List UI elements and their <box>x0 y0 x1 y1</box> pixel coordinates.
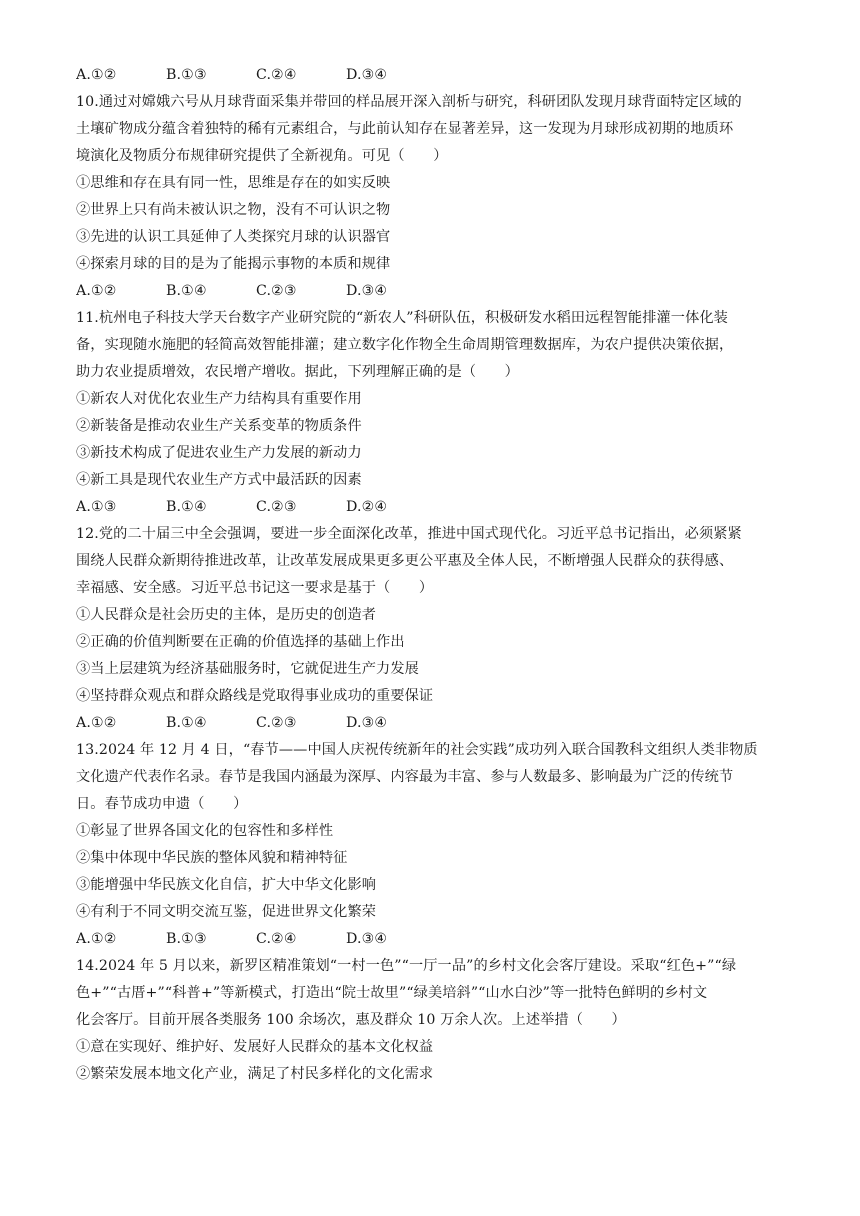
option-b: B.①③ <box>166 931 207 947</box>
statement-item: ②新装备是推动农业生产关系变革的物质条件 <box>76 418 362 434</box>
option-a: A.①② <box>76 931 117 947</box>
option-a: A.①③ <box>76 499 117 515</box>
option-c: C.②③ <box>256 499 297 515</box>
question-10 <box>76 89 796 305</box>
statement-item: ③能增强中华民族文化自信，扩大中华文化影响 <box>76 877 377 893</box>
question-stem: 10.通过对嫦娥六号从月球背面采集并带回的样品展开深入剖析与研究，科研团队发现月球背面特定区域的 <box>76 94 742 110</box>
option-b: B.①④ <box>166 499 207 515</box>
statement-item: ②繁荣发展本地文化产业，满足了村民多样化的文化需求 <box>76 1066 434 1082</box>
statement-item: ①新农人对优化农业生产力结构具有重要作用 <box>76 391 362 407</box>
option-b: B.①④ <box>166 283 207 299</box>
statement-item: ④有利于不同文明交流互鉴，促进世界文化繁荣 <box>76 904 377 920</box>
question-stem: 12.党的二十届三中全会强调，要进一步全面深化改革，推进中国式现代化。习近平总书记指出，必须紧紧 <box>76 526 742 542</box>
statement-item: ②正确的价值判断要在正确的价值选择的基础上作出 <box>76 634 405 650</box>
question-stem: 围绕人民群众新期待推进改革，让改革发展成果更多更公平惠及全体人民，不断增强人民群众的获得感、 <box>76 553 734 569</box>
options-row <box>76 278 796 305</box>
statement-item: ①人民群众是社会历史的主体，是历史的创造者 <box>76 607 377 623</box>
options-row <box>76 710 796 737</box>
question-stem: 境演化及物质分布规律研究提供了全新视角。可见（ ） <box>76 148 448 164</box>
options-row <box>76 62 796 89</box>
option-b: B.①③ <box>166 67 207 83</box>
option-c: C.②④ <box>256 931 297 947</box>
options-row <box>76 926 796 953</box>
question-14 <box>76 953 796 1088</box>
statement-item: ③新技术构成了促进农业生产力发展的新动力 <box>76 445 362 461</box>
statement-item: ④坚持群众观点和群众路线是党取得事业成功的重要保证 <box>76 688 434 704</box>
question-stem: 13.2024 年 12 月 4 日，“春节——中国人庆祝传统新年的社会实践”成功列入联合国教科文组织人类非物质 <box>76 742 758 758</box>
statement-item: ①思维和存在具有同一性，思维是存在的如实反映 <box>76 175 391 191</box>
option-c: C.②③ <box>256 715 297 731</box>
option-a: A.①② <box>76 283 117 299</box>
question-stem: 助力农业提质增效，农民增产增收。据此，下列理解正确的是（ ） <box>76 364 519 380</box>
question-stem: 备，实现随水施肥的轻简高效智能排灌；建立数字化作物全生命周期管理数据库，为农户提供决策依据， <box>76 337 734 353</box>
statement-item: ④探索月球的目的是为了能揭示事物的本质和规律 <box>76 256 391 272</box>
option-b: B.①④ <box>166 715 207 731</box>
question-12 <box>76 521 796 737</box>
statement-item: ①彰显了世界各国文化的包容性和多样性 <box>76 823 334 839</box>
exam-page <box>76 62 796 1088</box>
option-a: A.①② <box>76 67 117 83</box>
option-d: D.③④ <box>346 283 388 299</box>
question-stem: 色+”“古厝+”“科普+”等新模式，打造出“院士故里”“绿美培斜”“山水白沙”等一批特色鲜明的乡村文 <box>76 985 708 1001</box>
statement-item: ②世界上只有尚未被认识之物，没有不可认识之物 <box>76 202 391 218</box>
option-d: D.③④ <box>346 67 388 83</box>
statement-item: ③先进的认识工具延伸了人类探究月球的认识器官 <box>76 229 391 245</box>
question-stem: 化会客厅。目前开展各类服务 100 余场次，惠及群众 10 万余人次。上述举措（ ） <box>76 1012 626 1028</box>
option-a: A.①② <box>76 715 117 731</box>
option-d: D.③④ <box>346 715 388 731</box>
question-stem: 14.2024 年 5 月以来，新罗区精准策划“一村一色”“一厅一品”的乡村文化会客厅建设。采取“红色+”“绿 <box>76 958 737 974</box>
statement-item: ①意在实现好、维护好、发展好人民群众的基本文化权益 <box>76 1039 434 1055</box>
option-c: C.②③ <box>256 283 297 299</box>
question-stem: 文化遗产代表作名录。春节是我国内涵最为深厚、内容最为丰富、参与人数最多、影响最为广泛的传统节 <box>76 769 734 785</box>
question-stem: 11.杭州电子科技大学天台数字产业研究院的“新农人”科研队伍，积极研发水稻田远程智能排灌一体化装 <box>76 310 728 326</box>
option-d: D.②④ <box>346 499 388 515</box>
question-11 <box>76 305 796 521</box>
options-row <box>76 494 796 521</box>
option-d: D.③④ <box>346 931 388 947</box>
question-13 <box>76 737 796 953</box>
statement-item: ②集中体现中华民族的整体风貌和精神特征 <box>76 850 348 866</box>
statement-item: ③当上层建筑为经济基础服务时，它就促进生产力发展 <box>76 661 419 677</box>
statement-item: ④新工具是现代农业生产方式中最活跃的因素 <box>76 472 362 488</box>
option-c: C.②④ <box>256 67 297 83</box>
question-stem: 日。春节成功申遗（ ） <box>76 796 248 812</box>
question-stem: 土壤矿物成分蕴含着独特的稀有元素组合，与此前认知存在显著差异，这一发现为月球形成初期的地质环 <box>76 121 734 137</box>
question-stem: 幸福感、安全感。习近平总书记这一要求是基于（ ） <box>76 580 434 596</box>
